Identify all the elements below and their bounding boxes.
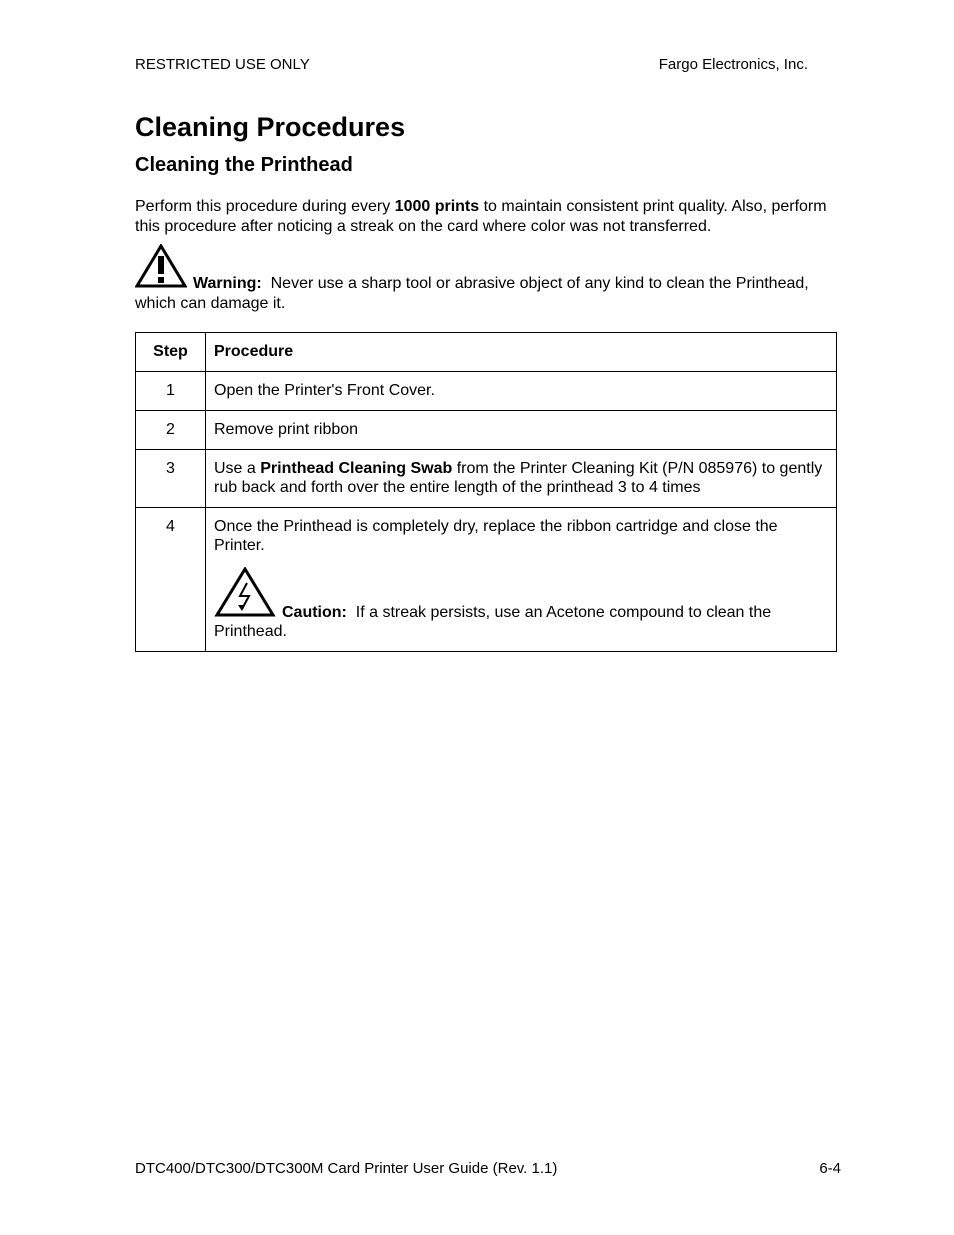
caution-text: If a streak persists, use an Acetone compound to clean the Printhead. bbox=[214, 604, 776, 640]
warning-notice bbox=[135, 244, 835, 314]
step-number: 1 bbox=[136, 372, 206, 411]
step-text: Open the Printer's Front Cover. bbox=[206, 372, 837, 411]
table-row bbox=[136, 508, 837, 652]
table-row bbox=[136, 411, 837, 450]
step-text-bold: Printhead Cleaning Swab bbox=[260, 460, 453, 477]
step-number: 4 bbox=[136, 508, 206, 652]
section-title: Cleaning the Printhead bbox=[135, 154, 353, 176]
warning-triangle-icon bbox=[135, 244, 187, 294]
procedure-table bbox=[135, 332, 837, 652]
step-text-post: from the Printer Cleaning Kit (P/N 085976) to gently rub back and forth over the entire length of the printhead 3 to 4 times bbox=[214, 460, 823, 496]
step-text-pre: Use a bbox=[214, 460, 261, 477]
step-text: Remove print ribbon bbox=[206, 411, 837, 450]
col-header-step: Step bbox=[136, 333, 206, 372]
caution-notice bbox=[214, 567, 828, 641]
intro-pre: Perform this procedure during every bbox=[135, 198, 395, 215]
col-header-procedure: Procedure bbox=[206, 333, 837, 372]
page-title: Cleaning Procedures bbox=[135, 112, 406, 142]
footer-left: DTC400/DTC300/DTC300M Card Printer User Guide (Rev. 1.1) bbox=[135, 1160, 558, 1177]
warning-text: Never use a sharp tool or abrasive object of any kind to clean the Printhead, which can damage it. bbox=[135, 275, 814, 312]
intro-post: to maintain consistent print quality. Also, perform this procedure after noticing a streak on the card where color was not transferred. bbox=[135, 198, 827, 235]
step-text bbox=[206, 508, 837, 652]
table-row bbox=[136, 450, 837, 508]
header-right: Fargo Electronics, Inc. bbox=[658, 56, 808, 73]
page-number: 6-4 bbox=[819, 1160, 841, 1177]
table-header-row bbox=[136, 333, 837, 372]
step-text bbox=[206, 450, 837, 508]
step-number: 3 bbox=[136, 450, 206, 508]
caution-label: Caution: bbox=[282, 604, 347, 621]
intro-bold: 1000 prints bbox=[394, 198, 480, 215]
header-left: RESTRICTED USE ONLY bbox=[135, 56, 310, 73]
electrical-hazard-icon bbox=[214, 567, 276, 622]
table-row bbox=[136, 372, 837, 411]
step-text-main: Once the Printhead is completely dry, replace the ribbon cartridge and close the Printer. bbox=[214, 518, 778, 554]
intro-paragraph bbox=[135, 197, 835, 237]
warning-label: Warning: bbox=[193, 275, 262, 292]
step-number: 2 bbox=[136, 411, 206, 450]
